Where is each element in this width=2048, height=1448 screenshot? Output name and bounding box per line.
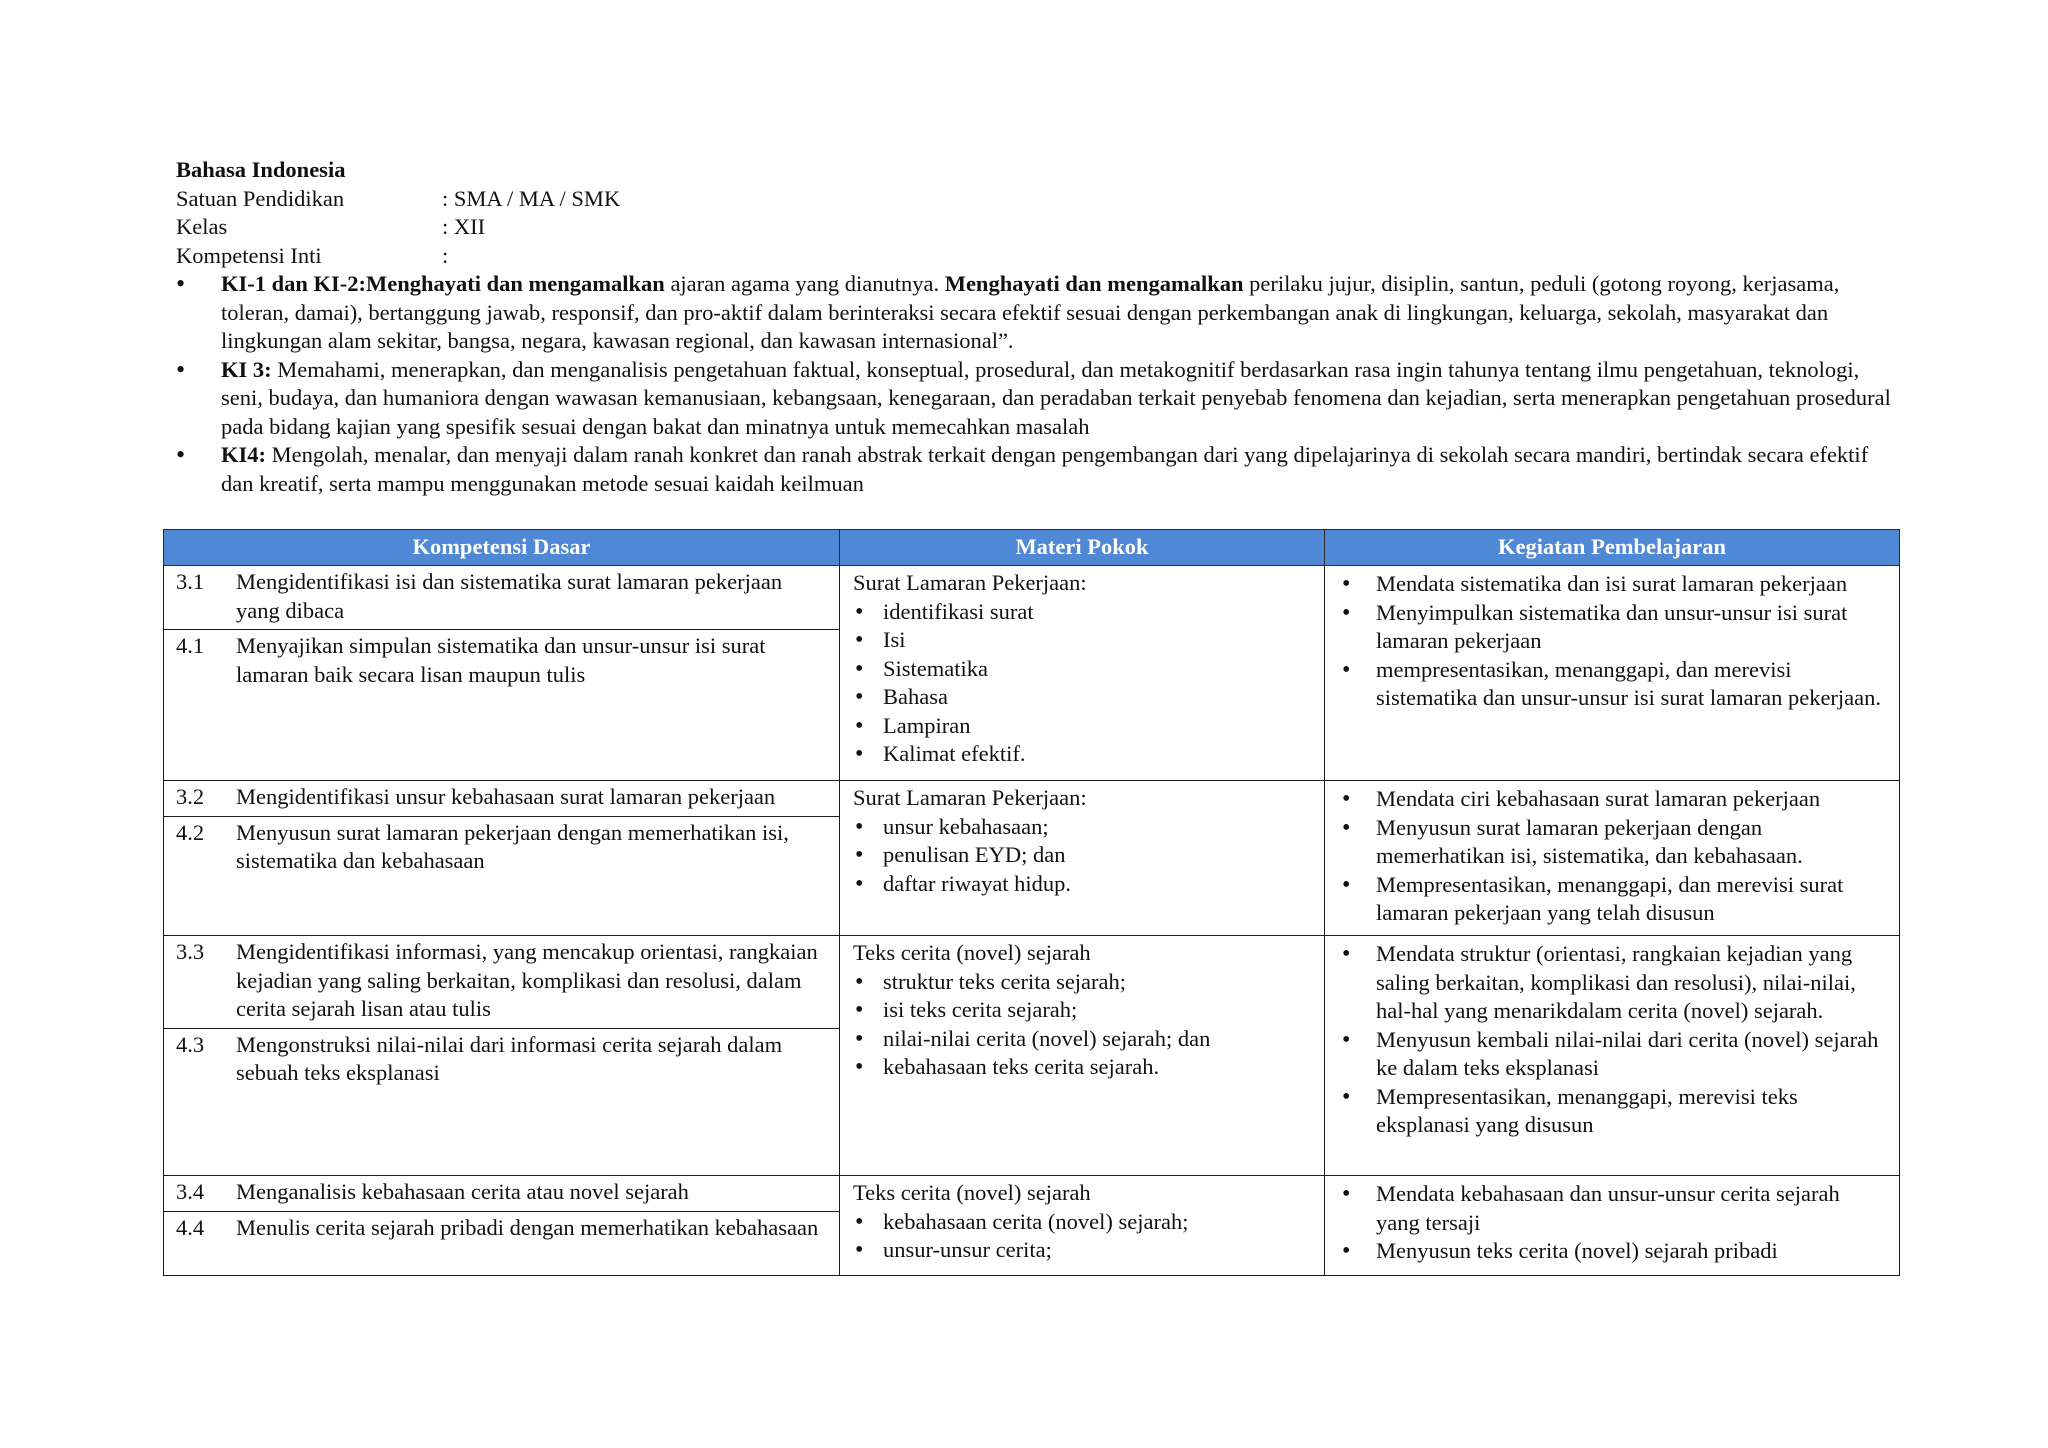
kegiatan-cell [1325,936,1900,1176]
kompetensi-dasar-cell [164,1176,840,1276]
kd-text: Menulis cerita sejarah pribadi dengan memerhatikan kebahasaan [236,1214,819,1240]
kegiatan-item: • Mendata ciri kebahasaan surat lamaran pekerjaan [1340,785,1889,814]
materi-item: • identifikasi surat [853,598,1314,627]
kd-text: Mengonstruksi nilai-nilai dari informasi cerita sejarah dalam sebuah teks eksplanasi [236,1031,783,1085]
kd-text: Menyusun surat lamaran pekerjaan dengan memerhatikan isi, sistematika dan kebahasaan [236,819,789,873]
kegiatan-item: • Menyusun surat lamaran pekerjaan dengan memerhatikan isi, sistematika, dan kebahasaan. [1340,814,1889,871]
kegiatan-cell [1325,781,1900,936]
meta-value: : SMA / MA / SMK [442,185,621,211]
meta-label: Satuan Pendidikan [176,185,345,211]
silabus-table [163,529,1900,1276]
materi-pokok-cell [840,936,1325,1176]
ki-item-3 [176,356,1896,442]
kd-number: 4.2 [176,819,205,845]
kompetensi-dasar-cell [164,566,840,781]
kd-number: 3.4 [176,1179,205,1204]
header-kegiatan-pembelajaran: Kegiatan Pembelajaran [1325,530,1900,566]
kd-item [164,629,839,693]
materi-title: Teks cerita (novel) sejarah [853,940,1091,965]
kd-text: Menyajikan simpulan sistematika dan unsur-unsur isi surat lamaran baik secara lisan maupun tulis [236,633,766,687]
kd-item [164,1176,839,1211]
materi-pokok-cell [840,1176,1325,1276]
materi-item: • nilai-nilai cerita (novel) sejarah; dan [853,1025,1314,1054]
ki-text: Mengolah, menalar, dan menyaji dalam ranah konkret dan ranah abstrak terkait dengan pengembangan dari yang dipelajarinya di sekolah secara mandiri, bertindak secara efektif dan kreatif, serta mampu menggunakan metode sesuai kaidah keilmuan [221,442,1869,496]
meta-value: : [442,242,449,268]
kd-item [164,816,839,880]
meta-row-satuan [176,185,1896,214]
kd-text: Mengidentifikasi informasi, yang mencakup orientasi, rangkaian kejadian yang saling berkaitan, komplikasi dan resolusi, dalam cerita sejarah lisan atau tulis [236,939,818,1021]
ki-item-4 [176,441,1896,498]
materi-pokok-cell [840,781,1325,936]
header-materi-pokok: Materi Pokok [840,530,1325,566]
table-row [164,566,1900,781]
kd-text: Mengidentifikasi unsur kebahasaan surat lamaran pekerjaan [236,784,776,809]
kegiatan-item: • Menyusun kembali nilai-nilai dari cerita (novel) sejarah ke dalam teks eksplanasi [1340,1026,1889,1083]
kompetensi-inti-list [176,270,1896,498]
materi-item: • Lampiran [853,712,1314,741]
kd-text: Mengidentifikasi isi dan sistematika surat lamaran pekerjaan yang dibaca [236,569,783,623]
materi-item: • Isi [853,626,1314,655]
ki-bold: Menghayati dan mengamalkan [944,271,1244,296]
table-row [164,781,1900,936]
meta-label: Kelas [176,214,228,239]
document-header [176,156,1896,498]
kegiatan-item: • Mendata struktur (orientasi, rangkaian kejadian yang saling berkaitan, komplikasi dan resolusi), nilai-nilai, hal-hal yang menarikdalam cerita (novel) sejarah. [1340,940,1889,1026]
kompetensi-dasar-cell [164,936,840,1176]
materi-title: Surat Lamaran Pekerjaan: [853,785,1087,810]
materi-item: • unsur-unsur cerita; [853,1236,1314,1265]
kegiatan-item: • Menyimpulkan sistematika dan unsur-unsur isi surat lamaran pekerjaan [1340,599,1889,656]
kegiatan-item: • Mendata kebahasaan dan unsur-unsur cerita sejarah yang tersaji [1340,1180,1889,1237]
meta-row-kompetensi-inti [176,242,1896,271]
kd-number: 4.3 [176,1031,205,1057]
kd-text: Menganalisis kebahasaan cerita atau novel sejarah [236,1179,689,1204]
materi-title: Teks cerita (novel) sejarah [853,1180,1091,1205]
kd-item [164,1028,839,1092]
ki-bold: KI 3: [221,356,272,382]
materi-item: • Kalimat efektif. [853,740,1314,769]
kd-number: 3.1 [176,569,205,594]
materi-item: • isi teks cerita sejarah; [853,996,1314,1025]
materi-title: Surat Lamaran Pekerjaan: [853,570,1087,595]
materi-item: • struktur teks cerita sejarah; [853,968,1314,997]
ki-item-1 [176,270,1896,356]
materi-item: • Sistematika [853,655,1314,684]
kd-number: 3.3 [176,939,205,964]
kd-number: 4.4 [176,1214,205,1240]
header-kompetensi-dasar: Kompetensi Dasar [164,530,840,566]
meta-row-kelas [176,213,1896,242]
materi-item: • penulisan EYD; dan [853,841,1314,870]
materi-pokok-cell [840,566,1325,781]
ki-text: ajaran agama yang dianutnya. [664,271,945,296]
materi-item: • kebahasaan teks cerita sejarah. [853,1053,1314,1082]
kegiatan-cell [1325,566,1900,781]
meta-label: Kompetensi Inti [176,242,322,268]
kegiatan-item: • Menyusun teks cerita (novel) sejarah pribadi [1340,1237,1889,1266]
kegiatan-item: • Mendata sistematika dan isi surat lamaran pekerjaan [1340,570,1889,599]
kd-item [164,936,839,1028]
kompetensi-dasar-cell [164,781,840,936]
kegiatan-cell [1325,1176,1900,1276]
ki-bold: KI-1 dan KI-2:Menghayati dan mengamalkan [221,271,665,296]
kd-item [164,1211,839,1247]
ki-text: perilaku jujur, disiplin, santun, peduli (gotong royong, kerjasama, toleran, damai), bertanggung jawab, responsif, dan pro-aktif dalam berinteraksi secara efektif sesuai dengan perkembangan anak di lingkungan, keluarga, sekolah, masyarakat dan lingkungan alam sekitar, bangsa, negara, kawasan regional, dan kawasan internasional”. [221,271,1840,353]
kegiatan-item: • Mempresentasikan, menanggapi, merevisi teks eksplanasi yang disusun [1340,1083,1889,1140]
kegiatan-item: • Mempresentasikan, menanggapi, dan merevisi surat lamaran pekerjaan yang telah disusun [1340,871,1889,928]
kegiatan-item: • mempresentasikan, menanggapi, dan merevisi sistematika dan unsur-unsur isi surat lamaran pekerjaan. [1340,656,1889,713]
materi-item: • Bahasa [853,683,1314,712]
meta-value: : XII [442,214,486,239]
table-header-row [164,530,1900,566]
table-row [164,936,1900,1176]
ki-bold: KI4: [221,442,266,467]
ki-text: Memahami, menerapkan, dan menganalisis pengetahuan faktual, konseptual, prosedural, dan metakognitif berdasarkan rasa ingin tahunya tentang ilmu pengetahuan, teknologi, seni, budaya, dan humaniora dengan wawasan kemanusiaan, kebangsaan, kenegaraan, dan peradaban terkait penyebab fenomena dan kejadian, serta menerapkan pengetahuan prosedural pada bidang kajian yang spesifik sesuai dengan bakat dan minatnya untuk memecahkan masalah [221,356,1891,439]
materi-item: • kebahasaan cerita (novel) sejarah; [853,1208,1314,1237]
kd-number: 3.2 [176,784,205,809]
materi-item: • daftar riwayat hidup. [853,870,1314,899]
kd-number: 4.1 [176,633,205,658]
subject-title: Bahasa Indonesia [176,157,346,182]
kd-item [164,566,839,629]
materi-item: • unsur kebahasaan; [853,813,1314,842]
table-row [164,1176,1900,1276]
kd-item [164,781,839,816]
